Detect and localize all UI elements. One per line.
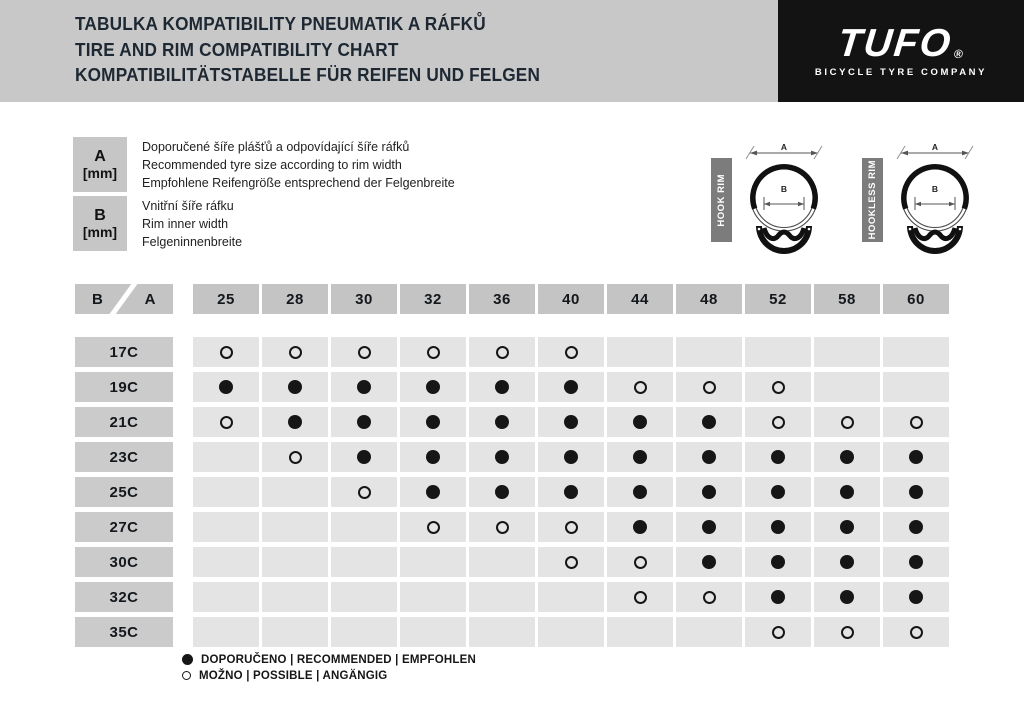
table-cell [676, 617, 742, 647]
recommended-dot-icon [426, 450, 440, 464]
possible-dot-icon [772, 626, 785, 639]
table-cell [400, 512, 466, 542]
table-row [75, 442, 952, 472]
table-cell [262, 372, 328, 402]
row-label-30C: 30C [75, 547, 173, 577]
table-cell [193, 337, 259, 367]
possible-dot-icon [910, 416, 923, 429]
possible-dot-icon [427, 346, 440, 359]
column-header-30: 30 [331, 284, 397, 314]
symbol-legend [182, 652, 476, 684]
table-cell [676, 442, 742, 472]
rim-diagram [862, 140, 1012, 260]
table-cell [814, 442, 880, 472]
table-cell [814, 512, 880, 542]
recommended-dot-icon [633, 415, 647, 429]
table-row [75, 512, 952, 542]
table-cell [883, 512, 949, 542]
table-cell [469, 442, 535, 472]
dimension-symbol: A [94, 148, 106, 165]
recommended-dot-icon [840, 450, 854, 464]
table-cell [538, 442, 604, 472]
table-cell [400, 407, 466, 437]
dimension-description [142, 196, 242, 251]
recommended-dot-icon [288, 380, 302, 394]
table-cell [883, 547, 949, 577]
svg-text:B: B [780, 184, 788, 194]
recommended-dot-icon [564, 415, 578, 429]
possible-dot-icon [841, 626, 854, 639]
table-cell [331, 512, 397, 542]
table-cell [400, 337, 466, 367]
table-cell [745, 547, 811, 577]
recommended-dot-icon [771, 485, 785, 499]
table-cell [538, 372, 604, 402]
table-cell [193, 547, 259, 577]
possible-dot-icon [565, 521, 578, 534]
recommended-dot-icon [840, 555, 854, 569]
table-cell [469, 617, 535, 647]
row-label-27C: 27C [75, 512, 173, 542]
table-cell [745, 442, 811, 472]
table-cell [745, 372, 811, 402]
dimension-description-line: Felgeninnenbreite [142, 235, 243, 249]
recommended-dot-icon [495, 450, 509, 464]
row-label-25C: 25C [75, 477, 173, 507]
dimension-description-line: Recommended tyre size according to rim width [142, 158, 402, 172]
column-header-48: 48 [676, 284, 742, 314]
rim-type-label: HOOKLESS RIM [867, 160, 878, 240]
possible-dot-icon [634, 556, 647, 569]
table-cell [883, 337, 949, 367]
recommended-dot-icon [426, 485, 440, 499]
rim-cross-section [719, 140, 849, 263]
table-cell [193, 407, 259, 437]
rim-cross-section [870, 140, 1000, 263]
recommended-dot-icon [564, 485, 578, 499]
recommended-dot-icon [357, 415, 371, 429]
table-cell [883, 372, 949, 402]
recommended-dot-icon [909, 520, 923, 534]
table-cell [814, 477, 880, 507]
column-header-58: 58 [814, 284, 880, 314]
table-cell [331, 617, 397, 647]
table-cell [814, 372, 880, 402]
possible-dot-icon [220, 346, 233, 359]
table-cell [193, 442, 259, 472]
dimension-description-line: Empfohlene Reifengröße entsprechend der Felgenbreite [142, 176, 455, 190]
table-header-row [75, 284, 952, 314]
row-label-17C: 17C [75, 337, 173, 367]
table-cell [469, 582, 535, 612]
svg-text:A: A [780, 142, 788, 152]
compatibility-table [75, 284, 952, 652]
table-cell [331, 407, 397, 437]
legend-row [182, 668, 476, 683]
table-cell [607, 372, 673, 402]
recommended-dot-icon [426, 415, 440, 429]
table-row [75, 547, 952, 577]
table-cell [538, 477, 604, 507]
dimension-description-line: Doporučené šíře plášťů a odpovídající šíře ráfků [142, 140, 410, 154]
possible-dot-icon [289, 346, 302, 359]
dimension-symbol-box [73, 137, 127, 192]
recommended-dot-icon [288, 415, 302, 429]
legend-row [182, 652, 476, 667]
page-title-line: KOMPATIBILITÄTSTABELLE FÜR REIFEN UND FELGEN [75, 64, 541, 85]
possible-dot-icon [703, 591, 716, 604]
table-cell [193, 582, 259, 612]
table-cell [814, 547, 880, 577]
table-cell [883, 617, 949, 647]
recommended-dot-icon [495, 485, 509, 499]
recommended-dot-icon [357, 380, 371, 394]
row-label-35C: 35C [75, 617, 173, 647]
table-cell [400, 582, 466, 612]
recommended-dot-icon [909, 450, 923, 464]
table-cell [331, 547, 397, 577]
possible-dot-icon [427, 521, 440, 534]
recommended-dot-icon [771, 590, 785, 604]
recommended-dot-icon [564, 380, 578, 394]
table-cell [676, 547, 742, 577]
table-cell [400, 442, 466, 472]
brand-name: TUFO [835, 22, 955, 65]
table-cell [538, 337, 604, 367]
table-cell [469, 547, 535, 577]
recommended-dot-icon [702, 485, 716, 499]
svg-text:A: A [931, 142, 939, 152]
table-cell [538, 407, 604, 437]
table-cell [262, 547, 328, 577]
table-cell [469, 337, 535, 367]
possible-dot-icon [634, 591, 647, 604]
recommended-dot-icon [426, 380, 440, 394]
table-cell [538, 547, 604, 577]
row-label-21C: 21C [75, 407, 173, 437]
recommended-dot-icon [909, 485, 923, 499]
table-cell [745, 477, 811, 507]
table-cell [331, 442, 397, 472]
possible-dot-icon [358, 346, 371, 359]
table-cell [469, 477, 535, 507]
recommended-dot-icon [702, 555, 716, 569]
dimension-symbol: B [94, 207, 106, 224]
table-cell [607, 442, 673, 472]
table-cell [883, 477, 949, 507]
table-cell [607, 407, 673, 437]
table-row [75, 582, 952, 612]
open-circle-icon [182, 671, 191, 680]
table-row [75, 617, 952, 647]
recommended-dot-icon [771, 555, 785, 569]
table-cell [745, 407, 811, 437]
recommended-dot-icon [840, 485, 854, 499]
dimension-description-line: Rim inner width [142, 217, 229, 231]
corner-diagonal [108, 284, 139, 314]
row-label-19C: 19C [75, 372, 173, 402]
recommended-dot-icon [702, 415, 716, 429]
table-cell [193, 512, 259, 542]
svg-text:B: B [931, 184, 939, 194]
possible-dot-icon [910, 626, 923, 639]
table-cell [262, 442, 328, 472]
possible-dot-icon [565, 346, 578, 359]
table-cell [745, 512, 811, 542]
rim-diagram [711, 140, 861, 260]
table-cell [262, 582, 328, 612]
table-cell [883, 407, 949, 437]
possible-dot-icon [496, 521, 509, 534]
dimension-description-line: Vnitřní šíře ráfku [142, 199, 234, 213]
table-row [75, 407, 952, 437]
table-cell [400, 372, 466, 402]
possible-dot-icon [703, 381, 716, 394]
column-header-28: 28 [262, 284, 328, 314]
tufo-logo [778, 0, 1024, 102]
table-cell [607, 477, 673, 507]
table-cell [262, 407, 328, 437]
table-cell [676, 477, 742, 507]
possible-dot-icon [496, 346, 509, 359]
table-cell [607, 512, 673, 542]
recommended-dot-icon [771, 520, 785, 534]
col-axis-label: A [144, 290, 156, 308]
table-cell [607, 582, 673, 612]
table-cell [607, 547, 673, 577]
table-cell [745, 617, 811, 647]
recommended-dot-icon [771, 450, 785, 464]
dimension-symbol-box [73, 196, 127, 251]
table-row [75, 337, 952, 367]
table-cell [676, 582, 742, 612]
tire-rim-diagram-icon [719, 140, 849, 258]
table-cell [262, 512, 328, 542]
table-cell [331, 372, 397, 402]
column-header-60: 60 [883, 284, 949, 314]
brand-tagline: BICYCLE TYRE COMPANY [814, 67, 988, 78]
table-cell [469, 372, 535, 402]
recommended-dot-icon [702, 450, 716, 464]
column-header-44: 44 [607, 284, 673, 314]
recommended-dot-icon [633, 485, 647, 499]
possible-dot-icon [634, 381, 647, 394]
table-cell [883, 582, 949, 612]
table-cell [745, 337, 811, 367]
table-cell [331, 337, 397, 367]
recommended-dot-icon [909, 555, 923, 569]
table-cell [400, 477, 466, 507]
recommended-dot-icon [909, 590, 923, 604]
possible-dot-icon [289, 451, 302, 464]
table-cell [607, 617, 673, 647]
table-cell [469, 512, 535, 542]
table-cell [814, 407, 880, 437]
table-cell [676, 407, 742, 437]
possible-dot-icon [772, 416, 785, 429]
table-cell [193, 477, 259, 507]
tufo-wordmark [836, 24, 966, 64]
recommended-dot-icon [495, 415, 509, 429]
table-cell [814, 617, 880, 647]
table-cell [814, 582, 880, 612]
table-cell [676, 372, 742, 402]
recommended-dot-icon [633, 450, 647, 464]
page-title-line: TIRE AND RIM COMPATIBILITY CHART [75, 38, 399, 60]
legend-text: DOPORUČENO | RECOMMENDED | EMPFOHLEN [201, 653, 476, 666]
table-cell [400, 547, 466, 577]
column-header-32: 32 [400, 284, 466, 314]
recommended-dot-icon [357, 450, 371, 464]
table-cell [745, 582, 811, 612]
table-cell [262, 617, 328, 647]
legend-text: MOŽNO | POSSIBLE | ANGÄNGIG [199, 669, 388, 682]
table-cell [538, 582, 604, 612]
recommended-dot-icon [702, 520, 716, 534]
column-header-25: 25 [193, 284, 259, 314]
possible-dot-icon [772, 381, 785, 394]
rim-type-label: HOOK RIM [716, 173, 727, 227]
page-title [75, 11, 540, 88]
table-cell [262, 337, 328, 367]
table-cell [262, 477, 328, 507]
table-cell [331, 582, 397, 612]
table-cell [193, 372, 259, 402]
table-cell [538, 512, 604, 542]
recommended-dot-icon [840, 520, 854, 534]
row-axis-label: B [92, 290, 104, 308]
table-cell [400, 617, 466, 647]
column-header-40: 40 [538, 284, 604, 314]
table-row [75, 477, 952, 507]
possible-dot-icon [358, 486, 371, 499]
possible-dot-icon [565, 556, 578, 569]
table-corner-cell [75, 284, 173, 314]
table-cell [193, 617, 259, 647]
table-cell [676, 337, 742, 367]
recommended-dot-icon [840, 590, 854, 604]
dimension-description [142, 137, 455, 192]
row-label-32C: 32C [75, 582, 173, 612]
dimension-unit: [mm] [82, 165, 118, 181]
recommended-dot-icon [564, 450, 578, 464]
table-row [75, 372, 952, 402]
table-cell [607, 337, 673, 367]
table-cell [331, 477, 397, 507]
table-cell [676, 512, 742, 542]
filled-circle-icon [182, 654, 193, 665]
dimension-legend-row [73, 196, 242, 251]
recommended-dot-icon [633, 520, 647, 534]
table-cell [883, 442, 949, 472]
page-title-line: TABULKA KOMPATIBILITY PNEUMATIK A RÁFKŮ [75, 13, 486, 34]
recommended-dot-icon [219, 380, 233, 394]
column-header-52: 52 [745, 284, 811, 314]
row-label-23C: 23C [75, 442, 173, 472]
table-cell [538, 617, 604, 647]
header-bar [0, 0, 1024, 102]
column-header-36: 36 [469, 284, 535, 314]
table-cell [814, 337, 880, 367]
tire-rim-diagram-icon [870, 140, 1000, 258]
possible-dot-icon [841, 416, 854, 429]
possible-dot-icon [220, 416, 233, 429]
registered-mark-icon: ® [953, 47, 964, 61]
recommended-dot-icon [495, 380, 509, 394]
dimension-unit: [mm] [82, 224, 118, 240]
dimension-legend-row [73, 137, 455, 192]
table-cell [469, 407, 535, 437]
